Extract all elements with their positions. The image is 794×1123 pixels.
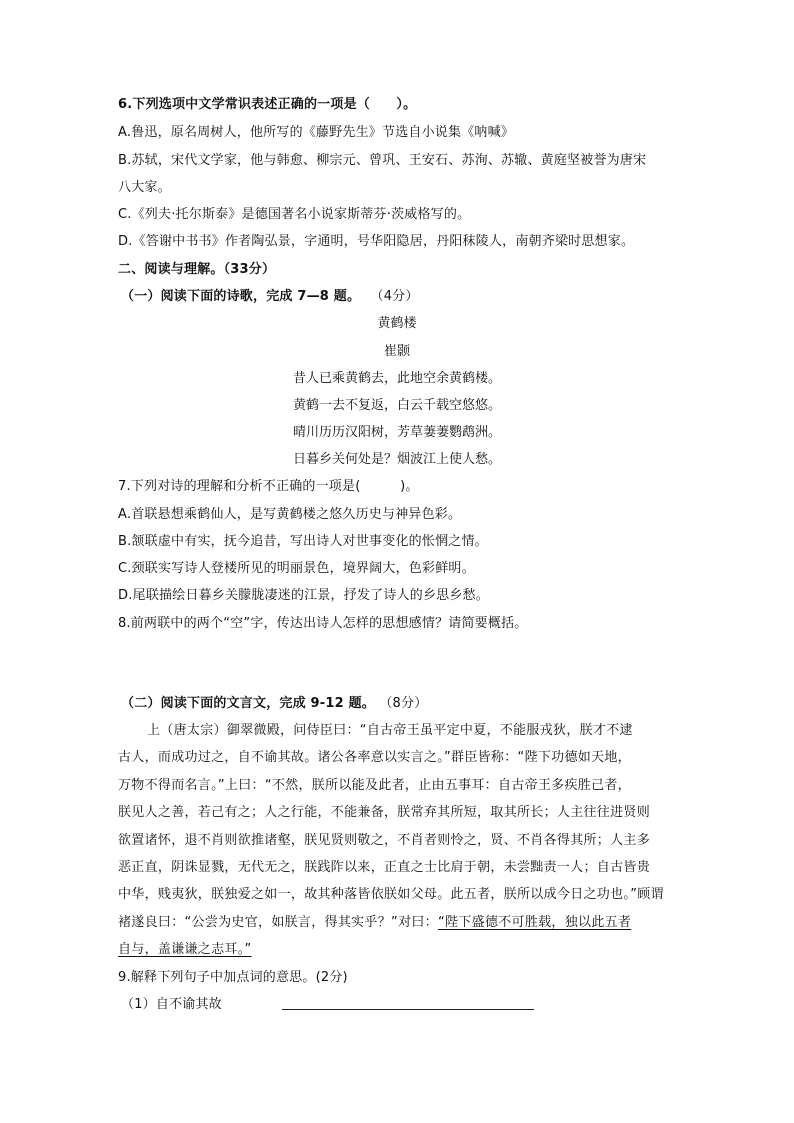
q8-stem: 8.前两联中的两个“空”字，传达出诗人怎样的思想感情？请简要概括。 [118, 616, 528, 631]
poem-title: 黄鹤楼 [377, 316, 417, 331]
part2-heading-text: （二）阅读下面的文言文，完成 9-12 题。 [121, 696, 375, 711]
poem-line: 日暮乡关何处是？烟波江上使人愁。 [292, 452, 501, 467]
q6-stem: 6.下列选项中文学常识表述正确的一项是（ ）。 [118, 97, 417, 112]
q9-item-1-answer-blank[interactable] [282, 1009, 534, 1010]
q7-option-d: D.尾联描绘日暮乡关朦胧凄迷的江景，抒发了诗人的乡思乡愁。 [118, 588, 489, 603]
q7-option-a: A.首联悬想乘鹤仙人，是写黄鹤楼之悠久历史与神异色彩。 [118, 507, 462, 522]
poem-line: 昔人已乘黄鹤去，此地空余黄鹤楼。 [292, 371, 501, 386]
passage-line: 褚遂良曰：“公尝为史官，如朕言，得其实乎？”对曰： [118, 915, 438, 930]
part2-heading [121, 695, 427, 712]
passage-underlined-sentence: 自与，盖谦谦之志耳。” [118, 942, 252, 957]
q9-item-1: （1）自不谕其故 [121, 997, 222, 1012]
poem-author: 崔颢 [383, 344, 410, 359]
passage-line: 万物不得而名言。”上曰：“不然，朕所以能及此者，止由五事耳：自古帝王多疾胜己者， [118, 778, 631, 793]
q6-option-b-line2: 八大家。 [118, 180, 171, 195]
part1-heading-score: （4分） [370, 289, 419, 304]
passage-line: 古人，而成功过之，自不谕其故。诸公各率意以实言之。”群臣皆称：“陛下功德如天地， [118, 750, 631, 765]
q6-option-c: C.《列夫·托尔斯泰》是德国著名小说家斯蒂芬·茨威格写的。 [118, 207, 471, 222]
passage-underlined-sentence: “陛下盛德不可胜载，独以此五者 [437, 915, 632, 930]
q6-option-a: A.鲁迅，原名周树人，他所写的《藤野先生》节选自小说集《呐喊》 [118, 125, 514, 140]
q9-stem: 9.解释下列句子中加点词的意思。(2分) [118, 970, 348, 985]
q7-option-c: C.颈联实写诗人登楼所见的明丽景色，境界阔大，色彩鲜明。 [118, 561, 475, 576]
part1-heading-text: （一）阅读下面的诗歌，完成 7—8 题。 [121, 289, 361, 304]
q7-stem: 7.下列对诗的理解和分析不正确的一项是( )。 [118, 479, 419, 494]
passage-underlined-continuation [118, 941, 252, 958]
passage-line: 欲置诸怀，退不肖则欲推诸壑，朕见贤则敬之，不肖者则怜之，贤、不肖各得其所；人主多 [118, 833, 651, 848]
q6-option-b-line1: B.苏轼，宋代文学家，他与韩愈、柳宗元、曾巩、王安石、苏洵、苏辙、黄庭坚被誉为唐宋 [118, 153, 647, 168]
passage-line: 中华，贱夷狄，朕独爱之如一，故其种落皆依朕如父母。此五者，朕所以成今日之功也。”顾谓 [118, 887, 664, 902]
passage-line: 恶正直，阴诛显戮，无代无之，朕践阼以来，正直之士比肩于朝，未尝黜责一人；自古皆贵 [118, 860, 651, 875]
q6-option-d: D.《答谢中书书》作者陶弘景，字通明，号华阳隐居，丹阳秣陵人，南朝齐梁时思想家。 [118, 234, 635, 249]
poem-line: 黄鹤一去不复返，白云千载空悠悠。 [292, 398, 501, 413]
passage-line: 上（唐太宗）御翠微殿，问侍臣曰：“自古帝王虽平定中夏，不能服戎狄，朕才不逮 [147, 723, 633, 738]
part1-heading [121, 288, 419, 305]
section2-title: 二、阅读与理解。（33分） [118, 262, 276, 277]
poem-line: 晴川历历汉阳树，芳草萋萋鹦鹉洲。 [292, 425, 501, 440]
passage-line-with-underline [118, 914, 631, 931]
part2-heading-score: （8分） [379, 696, 428, 711]
q7-option-b: B.颔联虚中有实，抚今追昔，写出诗人对世事变化的怅惘之情。 [118, 534, 488, 549]
passage-line: 朕见人之善，若己有之；人之行能，不能兼备，朕常弃其所短，取其所长；人主往往进贤则 [118, 805, 651, 820]
